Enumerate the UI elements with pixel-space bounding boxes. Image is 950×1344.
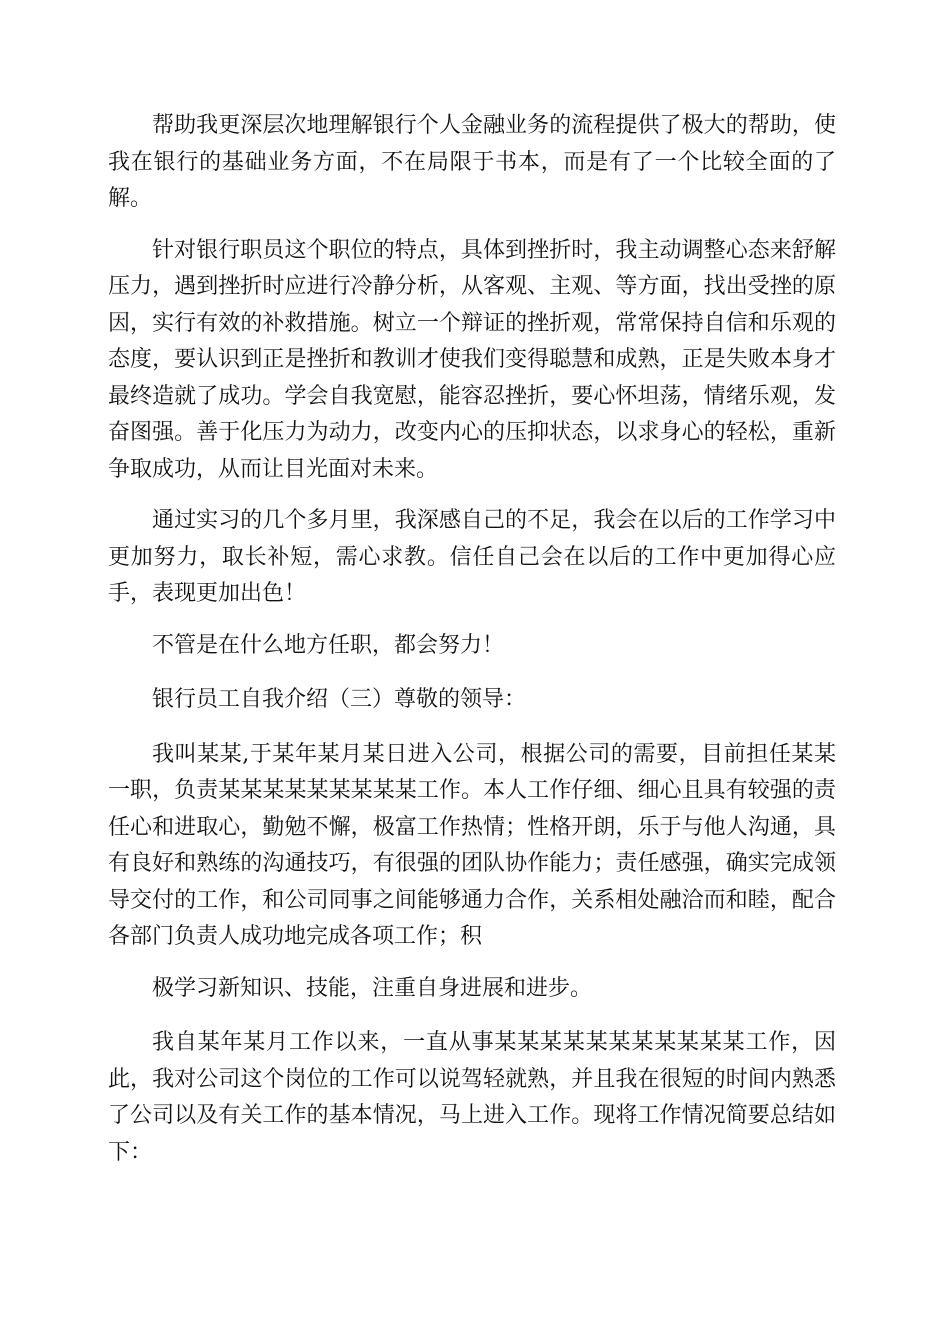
paragraph-work-summary: 我自某年某月工作以来，一直从事某某某某某某某某某某某工作，因此，我对公司这个岗位的工作可以说驾轻就熟，并且我在很短的时间内熟悉了公司以及有关工作的基本情况，马上进入工作。现将工作情况简要总结如下： [108, 1030, 836, 1165]
paragraph-banking-understanding: 帮助我更深层次地理解银行个人金融业务的流程提供了极大的帮助，使我在银行的基础业务方面，不在局限于书本，而是有了一个比较全面的了解。 [108, 113, 836, 211]
paragraph-self-introduction: 我叫某某,于某年某月某日进入公司，根据公司的需要，目前担任某某一职，负责某某某某某某某某某工作。本人工作仔细、细心且具有较强的责任心和进取心，勤勉不懈，极富工作热情；性格开朗，乐于与他人沟通，具有良好和熟练的沟通技巧，有很强的团队协作能力；责任感强，确实完成领导交付的工作，和公司同事之间能够通力合作，关系相处融洽而和睦，配合各部门负责人成功地完成各项工作；积 [108, 741, 836, 949]
paragraph-internship-reflection: 通过实习的几个多月里，我深感自己的不足，我会在以后的工作学习中更加努力，取长补短，需心求教。信任自己会在以后的工作中更加得心应手，表现更加出色！ [108, 508, 836, 606]
paragraph-continued-learning: 极学习新知识、技能，注重自身进展和进步。 [152, 975, 593, 1001]
document-page [108, 108, 836, 1186]
paragraph-effort-statement: 不管是在什么地方任职，都会努力！ [152, 632, 505, 658]
paragraph-frustration-attitude: 针对银行职员这个职位的特点，具体到挫折时，我主动调整心态来舒解压力，遇到挫折时应进行冷静分析，从客观、主观、等方面，找出受挫的原因，实行有效的补救措施。树立一个辩证的挫折观，常常保持自信和乐观的态度，要认识到正是挫折和教训才使我们变得聪慧和成熟，正是失败本身才最终造就了成功。学会自我宽慰，能容忍挫折，要心怀坦荡，情绪乐观，发奋图强。善于化压力为动力，改变内心的压抑状态，以求身心的轻松，重新争取成功，从而让目光面对未来。 [108, 237, 836, 482]
paragraph-section-heading: 银行员工自我介绍（三）尊敬的领导： [152, 687, 527, 712]
